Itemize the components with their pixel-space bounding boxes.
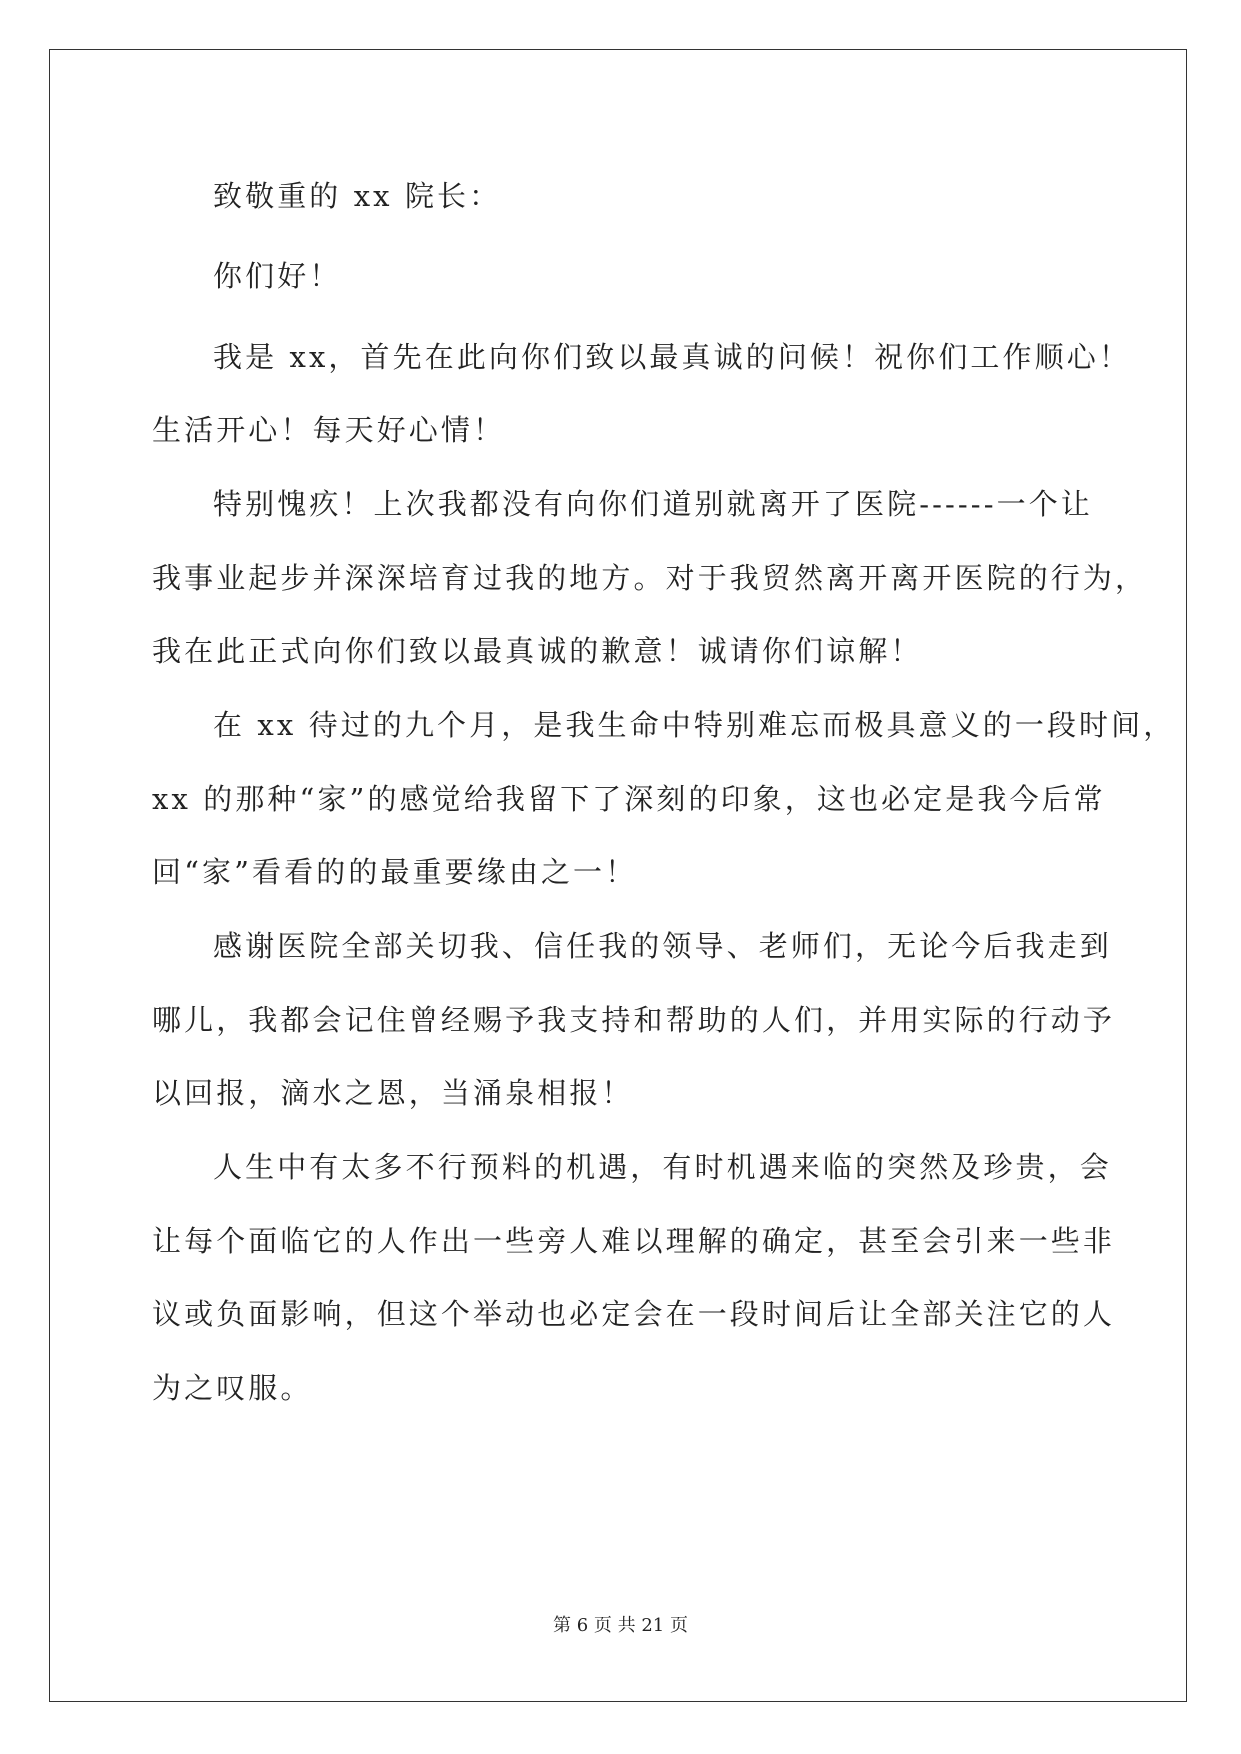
greeting-line: 你们好！ (213, 259, 342, 293)
paragraph-3-line-2: xx 的那种“家”的感觉给我留下了深刻的印象，这也必定是我今后常 (152, 782, 1106, 816)
paragraph-5-line-2: 让每个面临它的人作出一些旁人难以理解的确定，甚至会引来一些非 (152, 1224, 1116, 1258)
paragraph-1-line-1: 我是 xx，首先在此向你们致以最真诚的问候！祝你们工作顺心！ (213, 340, 1131, 374)
paragraph-4-line-1: 感谢医院全部关切我、信任我的领导、老师们，无论今后我走到 (213, 929, 1112, 963)
paragraph-4-line-3: 以回报，滴水之恩，当涌泉相报！ (152, 1076, 634, 1110)
salutation-line: 致敬重的 xx 院长： (213, 179, 502, 213)
paragraph-5-line-1: 人生中有太多不行预料的机遇，有时机遇来临的突然及珍贵，会 (213, 1150, 1112, 1184)
paragraph-1-line-2: 生活开心！每天好心情！ (152, 413, 506, 447)
page-number-footer: 第 6 页 共 21 页 (553, 1615, 688, 1636)
paragraph-2-line-1: 特别愧疚！上次我都没有向你们道别就离开了医院------一个让 (213, 487, 1093, 521)
paragraph-2-line-2: 我事业起步并深深培育过我的地方。对于我贸然离开离开医院的行为， (152, 561, 1148, 595)
paragraph-5-line-4: 为之叹服。 (152, 1371, 313, 1405)
paragraph-3-line-3: 回“家”看看的的最重要缘由之一！ (152, 855, 638, 889)
paragraph-3-line-1: 在 xx 待过的九个月，是我生命中特别难忘而极具意义的一段时间， (213, 708, 1176, 742)
paragraph-4-line-2: 哪儿，我都会记住曾经赐予我支持和帮助的人们，并用实际的行动予 (152, 1003, 1116, 1037)
paragraph-5-line-3: 议或负面影响，但这个举动也必定会在一段时间后让全部关注它的人 (152, 1297, 1116, 1331)
paragraph-2-line-3: 我在此正式向你们致以最真诚的歉意！诚请你们谅解！ (152, 634, 923, 668)
